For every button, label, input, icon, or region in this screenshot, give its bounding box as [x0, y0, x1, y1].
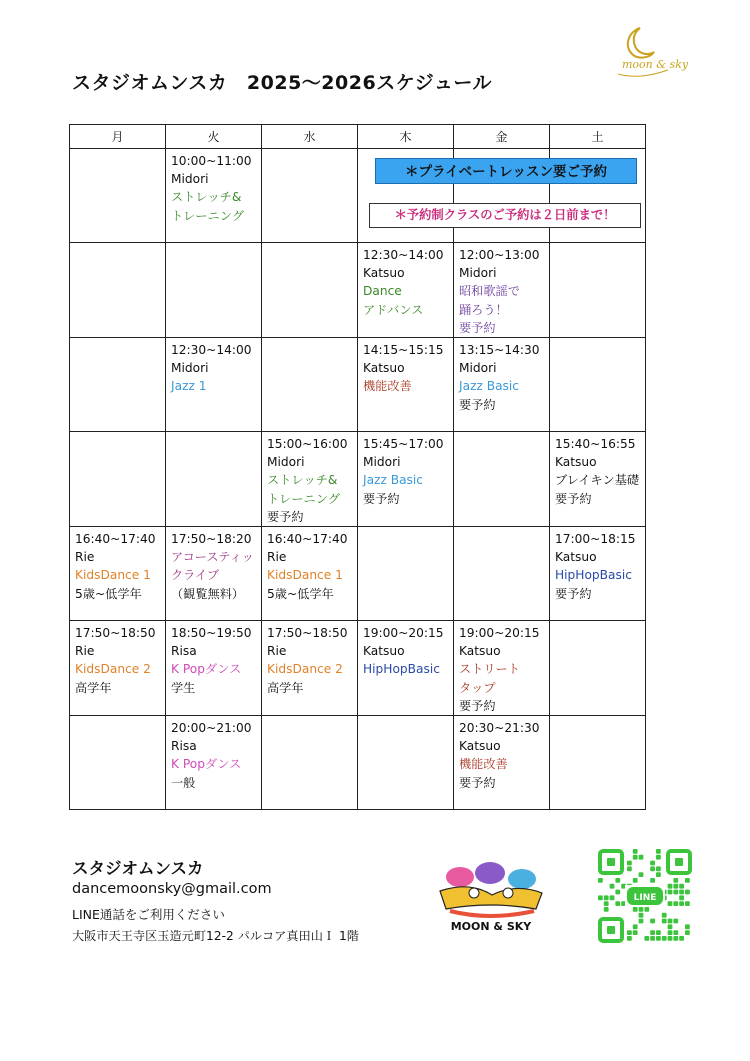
class-line: Rie — [267, 550, 287, 565]
schedule-cell — [166, 338, 262, 432]
class-line: 19:00~20:15 — [459, 626, 540, 641]
class-line: Rie — [267, 644, 287, 659]
schedule-cell — [70, 621, 166, 716]
studio-address: 大阪市天王寺区玉造元町12-2 パルコア真田山Ｉ 1階 — [72, 929, 359, 943]
class-line: 機能改善 — [459, 757, 508, 772]
class-line: 15:00~16:00 — [267, 437, 348, 452]
schedule-cell — [166, 527, 262, 621]
class-line: ブレイキン基礎 — [555, 473, 640, 488]
class-line: HipHopBasic — [363, 662, 440, 677]
class-line: Midori — [267, 455, 305, 470]
class-line: 17:50~18:20 — [171, 532, 252, 547]
schedule-cell — [454, 243, 550, 338]
class-line: 5歳~低学年 — [75, 586, 142, 601]
class-line: 12:30~14:00 — [363, 248, 444, 262]
schedule-cell — [166, 432, 262, 527]
class-line: ストレッチ& — [171, 190, 242, 205]
class-line: 踊ろう！ — [459, 302, 508, 317]
class-line: トレーニング — [171, 208, 244, 223]
class-line: ストリート — [459, 662, 520, 677]
line-call-note: LINE通話をご利用ください — [72, 907, 225, 922]
class-line: 10:00~11:00 — [171, 154, 252, 168]
schedule-cell — [550, 716, 646, 810]
page-title: スタジオムンスカ 2025〜2026スケジュール — [72, 72, 493, 94]
moon-and-sky-logo-icon — [430, 855, 552, 935]
schedule-cell — [70, 432, 166, 527]
schedule-cell — [262, 432, 358, 527]
class-line: アドバンス — [363, 302, 424, 317]
class-line: Rie — [75, 644, 95, 659]
class-line: クライブ — [171, 568, 220, 583]
class-line: 高学年 — [75, 680, 112, 695]
class-line: 機能改善 — [363, 379, 412, 394]
schedule-cell — [358, 716, 454, 810]
schedule-cell — [70, 338, 166, 432]
schedule-row — [70, 432, 646, 527]
schedule-cell — [358, 432, 454, 527]
day-header: 土 — [550, 125, 646, 149]
schedule-cell — [70, 149, 166, 243]
schedule-cell — [454, 716, 550, 810]
schedule-cell — [262, 527, 358, 621]
reservation-notice-banner: ＊予約制クラスのご予約は２日前まで！ — [369, 203, 641, 228]
schedule-cell — [454, 338, 550, 432]
class-line: 15:40~16:55 — [555, 437, 636, 452]
class-line: KidsDance 1 — [75, 568, 151, 583]
class-line: タップ — [459, 680, 496, 695]
schedule-cell — [70, 527, 166, 621]
schedule-cell — [262, 338, 358, 432]
class-line: Rie — [75, 550, 95, 565]
class-line: ストレッチ& — [267, 473, 338, 488]
class-line: 12:00~13:00 — [459, 248, 540, 262]
schedule-cell — [454, 432, 550, 527]
schedule-row — [70, 716, 646, 810]
class-line: 20:30~21:30 — [459, 721, 540, 736]
class-line: Midori — [363, 455, 401, 470]
schedule-cell — [358, 621, 454, 716]
class-line: 要予約 — [555, 586, 592, 601]
class-line: K Popダンス — [171, 662, 242, 677]
class-line: 19:00~20:15 — [363, 626, 444, 641]
private-lesson-banner: ＊プライベートレッスン要ご予約 — [375, 158, 637, 184]
schedule-cell — [358, 338, 454, 432]
class-line: Jazz Basic — [363, 473, 423, 488]
class-line: 15:45~17:00 — [363, 437, 444, 452]
schedule-cell — [550, 432, 646, 527]
class-line: 16:40~17:40 — [267, 532, 348, 547]
class-line: 昭和歌謡で — [459, 284, 520, 299]
schedule-cell — [358, 243, 454, 338]
class-line: Midori — [171, 172, 209, 187]
schedule-cell — [550, 527, 646, 621]
class-line: トレーニング — [267, 491, 340, 506]
class-line: HipHopBasic — [555, 568, 632, 583]
class-line: 14:15~15:15 — [363, 343, 444, 358]
class-line: 12:30~14:00 — [171, 343, 252, 358]
schedule-cell — [454, 621, 550, 716]
class-line: 5歳~低学年 — [267, 586, 334, 601]
schedule-cell — [358, 527, 454, 621]
schedule-cell — [262, 243, 358, 338]
schedule-cell — [70, 243, 166, 338]
schedule-row — [70, 621, 646, 716]
contact-email[interactable]: dancemoonsky@gmail.com — [72, 881, 272, 897]
class-line: Katsuo — [363, 644, 405, 659]
class-line: 高学年 — [267, 680, 304, 695]
class-line: Risa — [171, 644, 197, 659]
day-header: 金 — [454, 125, 550, 149]
line-qr-code-icon — [597, 848, 693, 944]
schedule-cell — [262, 716, 358, 810]
class-line: 学生 — [171, 680, 196, 695]
class-line: Jazz 1 — [171, 379, 207, 394]
class-line: 要予約 — [459, 775, 496, 790]
class-line: アコースティッ — [171, 550, 254, 565]
class-line: Katsuo — [459, 644, 501, 659]
class-line: 要予約 — [363, 491, 400, 506]
class-line: K Popダンス — [171, 757, 242, 772]
class-line: 要予約 — [459, 698, 496, 713]
class-line: 17:50~18:50 — [267, 626, 348, 641]
class-line: 18:50~19:50 — [171, 626, 252, 641]
class-line: KidsDance 1 — [267, 568, 343, 583]
class-line: 20:00~21:00 — [171, 721, 252, 736]
class-line: Katsuo — [555, 550, 597, 565]
class-line: Katsuo — [363, 361, 405, 376]
schedule-row — [70, 527, 646, 621]
class-line: 16:40~17:40 — [75, 532, 156, 547]
class-line: 13:15~14:30 — [459, 343, 540, 358]
day-header: 火 — [166, 125, 262, 149]
moon-logo-icon — [610, 24, 689, 84]
class-line: Dance — [363, 284, 402, 299]
svg-text:moon & sky: moon & sky — [622, 58, 689, 71]
class-line: Jazz Basic — [459, 379, 519, 394]
schedule-cell — [550, 621, 646, 716]
class-line: Midori — [459, 361, 497, 376]
svg-text:LINE: LINE — [633, 893, 657, 903]
day-header: 水 — [262, 125, 358, 149]
class-line: KidsDance 2 — [267, 662, 343, 677]
schedule-cell — [166, 243, 262, 338]
class-line: 要予約 — [459, 320, 496, 335]
class-line: 要予約 — [555, 491, 592, 506]
class-line: 17:00~18:15 — [555, 532, 636, 547]
class-line: Midori — [171, 361, 209, 376]
class-line: KidsDance 2 — [75, 662, 151, 677]
schedule-cell — [262, 621, 358, 716]
schedule-cell — [262, 149, 358, 243]
schedule-row — [70, 243, 646, 338]
class-line: 一般 — [171, 775, 196, 790]
schedule-cell — [166, 621, 262, 716]
schedule-cell — [166, 149, 262, 243]
class-line: 17:50~18:50 — [75, 626, 156, 641]
schedule-cell — [550, 243, 646, 338]
schedule-cell — [70, 716, 166, 810]
svg-text:MOON & SKY: MOON & SKY — [450, 920, 532, 933]
class-line: （観覧無料） — [171, 586, 245, 601]
class-line: Katsuo — [363, 266, 405, 281]
schedule-cell — [454, 527, 550, 621]
class-line: 要予約 — [459, 397, 496, 412]
class-line: Risa — [171, 739, 197, 754]
schedule-cell — [550, 338, 646, 432]
schedule-cell — [166, 716, 262, 810]
class-line: 要予約 — [267, 509, 304, 524]
day-header: 木 — [358, 125, 454, 149]
schedule-row — [70, 338, 646, 432]
day-header: 月 — [70, 125, 166, 149]
class-line: Katsuo — [555, 455, 597, 470]
studio-name: スタジオムンスカ — [72, 859, 204, 878]
class-line: Midori — [459, 266, 497, 281]
class-line: Katsuo — [459, 739, 501, 754]
